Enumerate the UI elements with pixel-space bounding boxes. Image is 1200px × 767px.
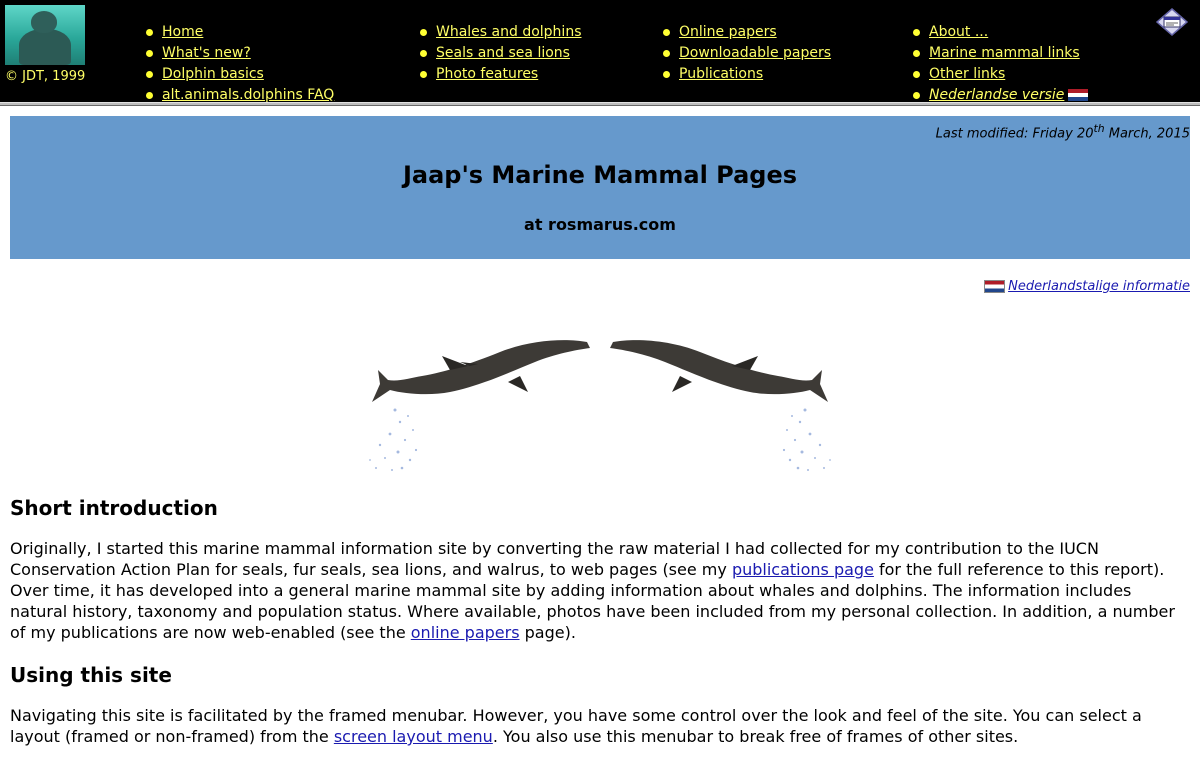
menu-link-whales-dolphins[interactable]: Whales and dolphins	[436, 24, 582, 40]
water-splash-right	[783, 409, 831, 472]
menu-link-seals-sea-lions[interactable]: Seals and sea lions	[436, 45, 570, 61]
logo-seal-image[interactable]	[5, 5, 85, 65]
copyright-text: © JDT, 1999	[5, 69, 86, 84]
dolphin-left	[372, 340, 590, 402]
menu-column-3	[663, 22, 831, 85]
menu-link-home[interactable]: Home	[162, 24, 204, 40]
menu-link-about[interactable]: About ...	[929, 24, 989, 40]
using-text-1: Navigating this site is facilitated by the framed menubar. However, you have some control over the look and feel of the site. You can select a layout (framed or non-framed) from the	[10, 706, 1142, 746]
menu-item	[913, 64, 1088, 85]
screen-layout-icon[interactable]	[1156, 8, 1188, 36]
using-paragraph	[10, 705, 1190, 747]
intro-text-3: page).	[519, 623, 576, 642]
main-content	[10, 496, 1190, 767]
logo-seal-head	[31, 11, 57, 33]
menu-item	[146, 64, 334, 85]
dutch-info-link[interactable]: Nederlandstalige informatie	[1008, 279, 1190, 294]
section-heading-intro: Short introduction	[10, 496, 218, 520]
menu-item	[663, 43, 831, 64]
header-banner	[10, 116, 1190, 259]
jumping-dolphins-image	[350, 310, 850, 480]
menu-link-other-links[interactable]: Other links	[929, 66, 1006, 82]
menu-column-2	[420, 22, 582, 85]
menu-item	[420, 64, 582, 85]
intro-text-2: for the full reference to this report). Over time, it has developed into a general marine mammal site by adding information about whales and dolphins. The information includes natural history, taxonomy and population status. Where available, photos have been included from my personal collection. In addition, a number of my publications are now web-enabled (see the	[10, 560, 1175, 642]
page-title: Jaap's Marine Mammal Pages	[402, 161, 798, 189]
menu-item	[913, 85, 1088, 102]
top-menubar	[0, 0, 1200, 102]
menu-item	[913, 43, 1088, 64]
page-subtitle: at rosmarus.com	[524, 215, 676, 234]
menu-link-publications[interactable]: Publications	[679, 66, 764, 82]
frame-divider[interactable]	[0, 102, 1200, 106]
dutch-info-link-container	[984, 279, 1190, 294]
last-modified-sup: th	[1093, 122, 1105, 135]
last-modified-suffix: March, 2015	[1104, 126, 1190, 142]
menu-item	[420, 22, 582, 43]
menu-link-faq[interactable]: alt.animals.dolphins FAQ	[162, 87, 335, 102]
last-modified-text	[936, 122, 1190, 141]
last-modified-prefix: Last modified: Friday 20	[935, 126, 1094, 142]
menu-item	[146, 22, 334, 43]
menu-link-marine-mammal-links[interactable]: Marine mammal links	[929, 45, 1080, 61]
online-papers-link[interactable]: online papers	[410, 623, 520, 642]
dutch-flag-icon	[984, 280, 1005, 293]
menu-link-dutch-version[interactable]: Nederlandse versie	[929, 87, 1065, 102]
water-splash-left	[369, 409, 417, 472]
menu-link-online-papers[interactable]: Online papers	[679, 24, 777, 40]
screen-layout-menu-link[interactable]: screen layout menu	[333, 727, 493, 746]
menu-link-whats-new[interactable]: What's new?	[162, 45, 251, 61]
menu-item	[663, 22, 831, 43]
publications-page-link[interactable]: publications page	[731, 560, 874, 579]
section-heading-using: Using this site	[10, 663, 172, 687]
dutch-flag-icon	[1068, 89, 1088, 101]
dolphin-right	[610, 340, 828, 402]
logo-seal-body	[19, 29, 71, 65]
menu-column-1	[146, 22, 334, 102]
intro-text-1: Originally, I started this marine mammal information site by converting the raw material I had collected for my contribution to the IUCN Conservation Action Plan for seals, fur seals, sea lions, and walrus, to web pages (see my	[10, 539, 1099, 579]
menu-link-downloadable-papers[interactable]: Downloadable papers	[679, 45, 832, 61]
menu-item	[913, 22, 1088, 43]
menu-link-photo-features[interactable]: Photo features	[436, 66, 539, 82]
intro-paragraph	[10, 538, 1190, 643]
menu-item	[146, 43, 334, 64]
menu-item	[420, 43, 582, 64]
menu-column-4	[913, 22, 1088, 102]
menu-item	[663, 64, 831, 85]
menu-link-dolphin-basics[interactable]: Dolphin basics	[162, 66, 264, 82]
using-text-2: . You also use this menubar to break free of frames of other sites.	[492, 727, 1019, 746]
menu-item	[146, 85, 334, 102]
